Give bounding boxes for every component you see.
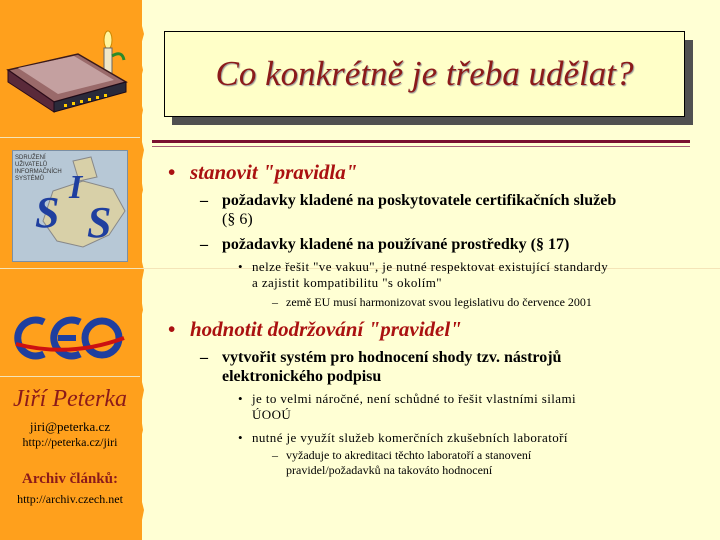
sis-letter-s: S bbox=[35, 188, 60, 237]
bullet-l4-cont bbox=[286, 463, 492, 478]
bullet-l1 bbox=[168, 160, 358, 185]
bullet-text: nelze řešit "ve vakuu", je nutné respektovat existující standardy bbox=[252, 259, 609, 274]
slide-title: Co konkrétně je třeba udělat? bbox=[215, 54, 634, 93]
bullet-marker: • bbox=[168, 160, 176, 184]
bullet-marker: – bbox=[200, 236, 208, 253]
bullet-marker: – bbox=[200, 349, 208, 366]
bullet-text: požadavky kladené na poskytovatele certifikačních služeb bbox=[222, 192, 617, 209]
sidebar-divider bbox=[0, 376, 140, 377]
bullet-l2 bbox=[200, 235, 570, 254]
bullet-text: a zajistit kompatibilitu "s okolím" bbox=[252, 275, 442, 290]
title-rule-thin bbox=[152, 146, 690, 147]
bullet-text: vyžaduje to akreditaci těchto laboratoří a stanovení bbox=[286, 448, 532, 462]
bullet-text: elektronického podpisu bbox=[222, 368, 382, 385]
bullet-marker: – bbox=[272, 295, 278, 309]
bullet-l3 bbox=[238, 259, 609, 275]
bullet-l2-cont bbox=[222, 210, 253, 229]
bullet-l2 bbox=[200, 348, 562, 367]
bullet-marker: • bbox=[238, 391, 243, 406]
archive-label: Archiv článků: bbox=[22, 471, 118, 487]
bullet-text: (§ 6) bbox=[222, 211, 253, 228]
bullet-text: je to velmi náročné, není schůdné to řešit vlastními silami bbox=[252, 391, 576, 406]
bullet-l3-cont bbox=[252, 275, 442, 291]
author-web-link[interactable]: http://peterka.cz/jiri bbox=[22, 435, 118, 449]
modem-icon bbox=[2, 26, 130, 116]
sis-letter-s2: S bbox=[87, 198, 112, 247]
bullet-marker: • bbox=[168, 317, 176, 341]
archive-link[interactable]: http://archiv.czech.net bbox=[17, 492, 123, 506]
bullet-marker: – bbox=[272, 448, 278, 462]
sis-logo bbox=[12, 150, 128, 262]
bullet-l4 bbox=[272, 295, 592, 310]
bullet-l1 bbox=[168, 317, 462, 342]
bullet-text: vytvořit systém pro hodnocení shody tzv. nástrojů bbox=[222, 349, 562, 366]
bullet-text: země EU musí harmonizovat svou legislativu do července 2001 bbox=[286, 295, 592, 309]
sis-text: SDRUŽENÍ UŽIVATELŮ INFORMAČNÍCH SYSTÉMŮ bbox=[15, 155, 62, 182]
bullet-text: stanovit "pravidla" bbox=[190, 160, 358, 184]
bullet-l2-cont bbox=[222, 367, 381, 386]
bullet-l4 bbox=[272, 448, 532, 463]
title-rule bbox=[152, 140, 690, 143]
bullet-text: nutné je využít služeb komerčních zkušebních laboratoří bbox=[252, 430, 568, 445]
author-email[interactable]: jiri@peterka.cz bbox=[29, 419, 111, 434]
title-box bbox=[164, 31, 685, 117]
bullet-text: požadavky kladené na používané prostředky (§ 17) bbox=[222, 236, 570, 253]
bullet-marker: • bbox=[238, 430, 243, 445]
bullet-l2 bbox=[200, 191, 617, 210]
sidebar-divider bbox=[0, 137, 140, 138]
bullet-text: ÚOOÚ bbox=[252, 407, 292, 422]
sis-letter-i: I bbox=[69, 169, 83, 206]
bullet-text: pravidel/požadavků na takováto hodnocení bbox=[286, 463, 493, 477]
bullet-l3-cont bbox=[252, 407, 291, 423]
bullet-marker: • bbox=[238, 259, 243, 274]
bullet-l3 bbox=[238, 430, 568, 446]
ceo-logo bbox=[10, 308, 128, 368]
bullet-marker: – bbox=[200, 192, 208, 209]
author-name: Jiří Peterka bbox=[13, 386, 127, 412]
bullet-text: hodnotit dodržování "pravidel" bbox=[190, 317, 462, 341]
bullet-l3 bbox=[238, 391, 576, 407]
torn-edge bbox=[130, 0, 156, 540]
